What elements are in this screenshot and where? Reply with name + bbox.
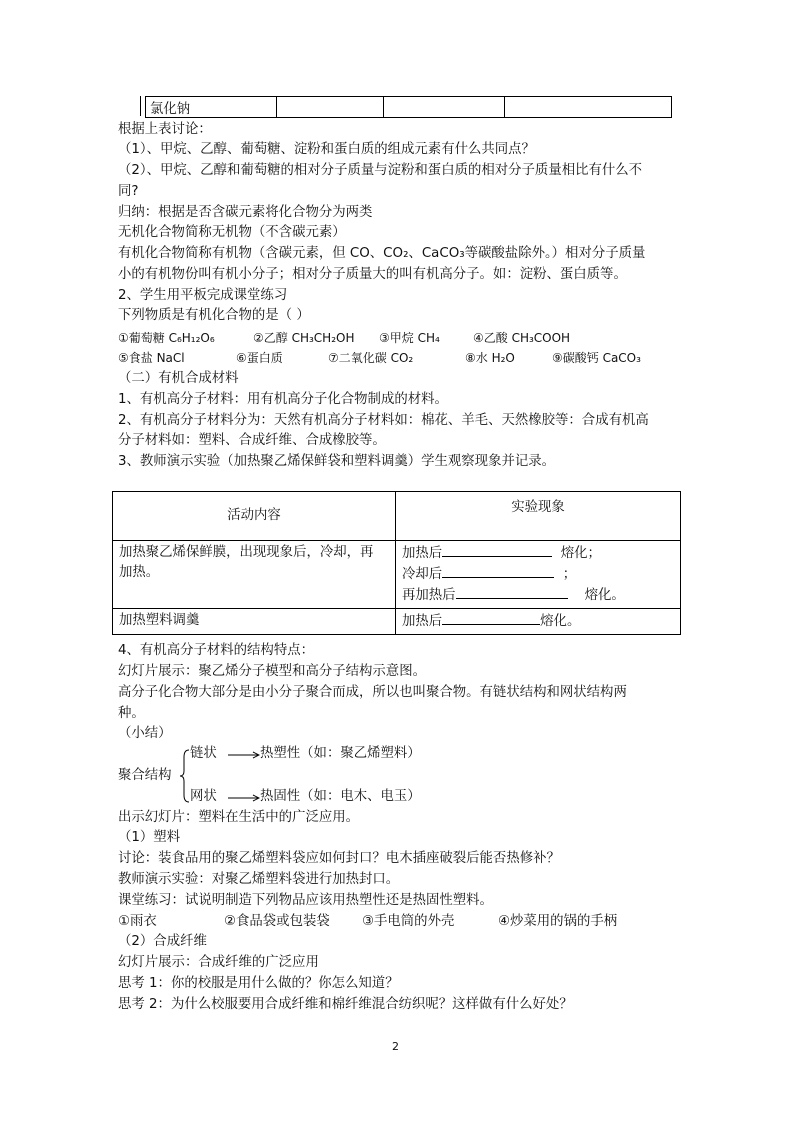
text-line: （小结） [118, 726, 172, 741]
exercise-item: ②食品袋或包装袋 [224, 914, 330, 929]
phenomenon-line [402, 543, 674, 564]
table-cell [113, 541, 396, 609]
text-line: 1、有机高分子材料：用有机高分子化合物制成的材料。 [118, 392, 448, 407]
option-item: ⑧水 H₂O [465, 351, 515, 365]
exercise-item: ①雨衣 [118, 914, 157, 929]
table-row [113, 492, 681, 541]
phenomenon-line [402, 585, 674, 606]
branch-result: 热塑性（如：聚乙烯塑料） [260, 746, 421, 761]
text-line: 根据上表讨论： [118, 122, 212, 137]
text-line: 思考 2：为什么校服要用合成纤维和棉纤维混合纺织呢？这样做有什么好处？ [118, 997, 573, 1012]
table-row [113, 541, 681, 609]
table-header: 实验现象 [396, 492, 681, 541]
table-cell [384, 97, 505, 118]
exercise-item: ④炒菜用的锅的手柄 [498, 914, 618, 929]
option-item: ⑥蛋白质 [236, 351, 283, 365]
phenomenon-suffix: 熔化。 [540, 614, 581, 629]
phenomenon-prefix: 加热后 [402, 614, 443, 629]
answer-blank [442, 543, 552, 557]
text-line: 小的有机物份叫有机小分子；相对分子质量大的叫有机高分子。如：淀粉、蛋白质等。 [118, 267, 627, 282]
phenomenon-prefix: 加热后 [402, 546, 443, 561]
option-item: ③甲烷 CH₄ [379, 331, 440, 345]
text-line: 分子材料如：塑料、合成纤维、合成橡胶等。 [118, 433, 386, 448]
text-line: 幻灯片展示：合成纤维的广泛应用 [118, 955, 319, 970]
text-line: 同? [118, 184, 139, 199]
section-heading: （二）有机合成材料 [118, 371, 239, 386]
text-line: 无机化合物简称无机物（不含碳元素） [118, 225, 346, 240]
text-line: 课堂练习：试说明制造下列物品应该用热塑性还是热固性塑料。 [118, 893, 493, 908]
text-line: 4、有机高分子材料的结构特点： [118, 643, 314, 658]
text-line: （1）塑料 [118, 830, 181, 845]
brace-icon [180, 749, 190, 803]
table-cell [396, 541, 681, 609]
text-line: （1）、甲烷、乙醇、葡萄糖、淀粉和蛋白质的组成元素有什么共同点？ [118, 142, 535, 157]
table-cell [396, 609, 681, 635]
phenomenon-suffix: ； [562, 567, 577, 582]
text-line: （2）合成纤维 [118, 934, 207, 949]
summary-label: 聚合结构 [118, 768, 172, 783]
text-line: 幻灯片展示：聚乙烯分子模型和高分子结构示意图。 [118, 664, 426, 679]
branch-label: 链状 [190, 746, 217, 761]
option-item: ①葡萄糖 C₆H₁₂O₆ [118, 331, 215, 345]
table-row [146, 97, 672, 118]
text-line: 种。 [118, 706, 145, 721]
arrow-right-icon [228, 751, 260, 759]
answer-blank [442, 564, 554, 578]
answer-blank [456, 585, 568, 599]
text-line: 2、有机高分子材料分为：天然有机高分子材料如：棉花、羊毛、天然橡胶等：合成有机高 [118, 413, 649, 428]
text-line: 归纳：根据是否含碳元素将化合物分为两类 [118, 205, 373, 220]
option-item: ②乙醇 CH₃CH₂OH [253, 331, 355, 345]
text-line: 教师演示实验：对聚乙烯塑料袋进行加热封口。 [118, 872, 400, 887]
text-line: 出示幻灯片：塑料在生活中的广泛应用。 [118, 810, 360, 825]
activity-line: 加热。 [119, 565, 160, 580]
branch-result: 热固性（如：电木、电玉） [260, 789, 421, 804]
page-number: 2 [392, 1040, 399, 1053]
composition-table-fragment [145, 96, 672, 118]
experiment-table [112, 491, 681, 635]
text-line: 有机化合物简称有机物（含碳元素，但 CO、CO₂、CaCO₃等碳酸盐除外。）相对分子质量 [118, 246, 646, 261]
answer-blank [442, 611, 540, 625]
table-cell [505, 97, 672, 118]
table-row [113, 609, 681, 635]
text-line: 3、教师演示实验（加热聚乙烯保鲜袋和塑料调羹）学生观察现象并记录。 [118, 454, 556, 469]
phenomenon-prefix: 冷却后 [402, 567, 443, 582]
activity-line: 加热聚乙烯保鲜膜，出现现象后，冷却，再 [119, 545, 374, 560]
phenomenon-suffix: 熔化。 [584, 588, 625, 603]
table-left-rule [140, 96, 141, 116]
text-line: 下列物质是有机化合物的是（ ） [118, 308, 310, 323]
text-line: 高分子化合物大部分是由小分子聚合而成，所以也叫聚合物。有链状结构和网状结构两 [118, 685, 627, 700]
table-cell: 加热塑料调羹 [113, 609, 396, 635]
phenomenon-prefix: 再加热后 [402, 588, 456, 603]
option-item: ⑤食盐 NaCl [118, 351, 185, 365]
option-item: ⑦二氧化碳 CO₂ [328, 351, 414, 365]
exercise-item: ③手电筒的外壳 [362, 914, 455, 929]
phenomenon-line [402, 564, 674, 585]
branch-label: 网状 [190, 789, 217, 804]
text-line: 2、学生用平板完成课堂练习 [118, 288, 288, 303]
option-item: ④乙酸 CH₃COOH [473, 331, 571, 345]
text-line: 思考 1：你的校服是用什么做的？你怎么知道？ [118, 976, 399, 991]
table-cell [277, 97, 384, 118]
phenomenon-suffix: 熔化； [560, 546, 601, 561]
text-line: 讨论：装食品用的聚乙烯塑料袋应如何封口？电木插座破裂后能否热修补？ [118, 851, 560, 866]
arrow-right-icon [228, 794, 260, 802]
text-line: （2）、甲烷、乙醇和葡萄糖的相对分子质量与淀粉和蛋白质的相对分子质量相比有什么不 [118, 163, 643, 178]
table-header: 活动内容 [113, 492, 396, 541]
option-item: ⑨碳酸钙 CaCO₃ [552, 351, 641, 365]
table-cell: 氯化钠 [146, 97, 277, 118]
